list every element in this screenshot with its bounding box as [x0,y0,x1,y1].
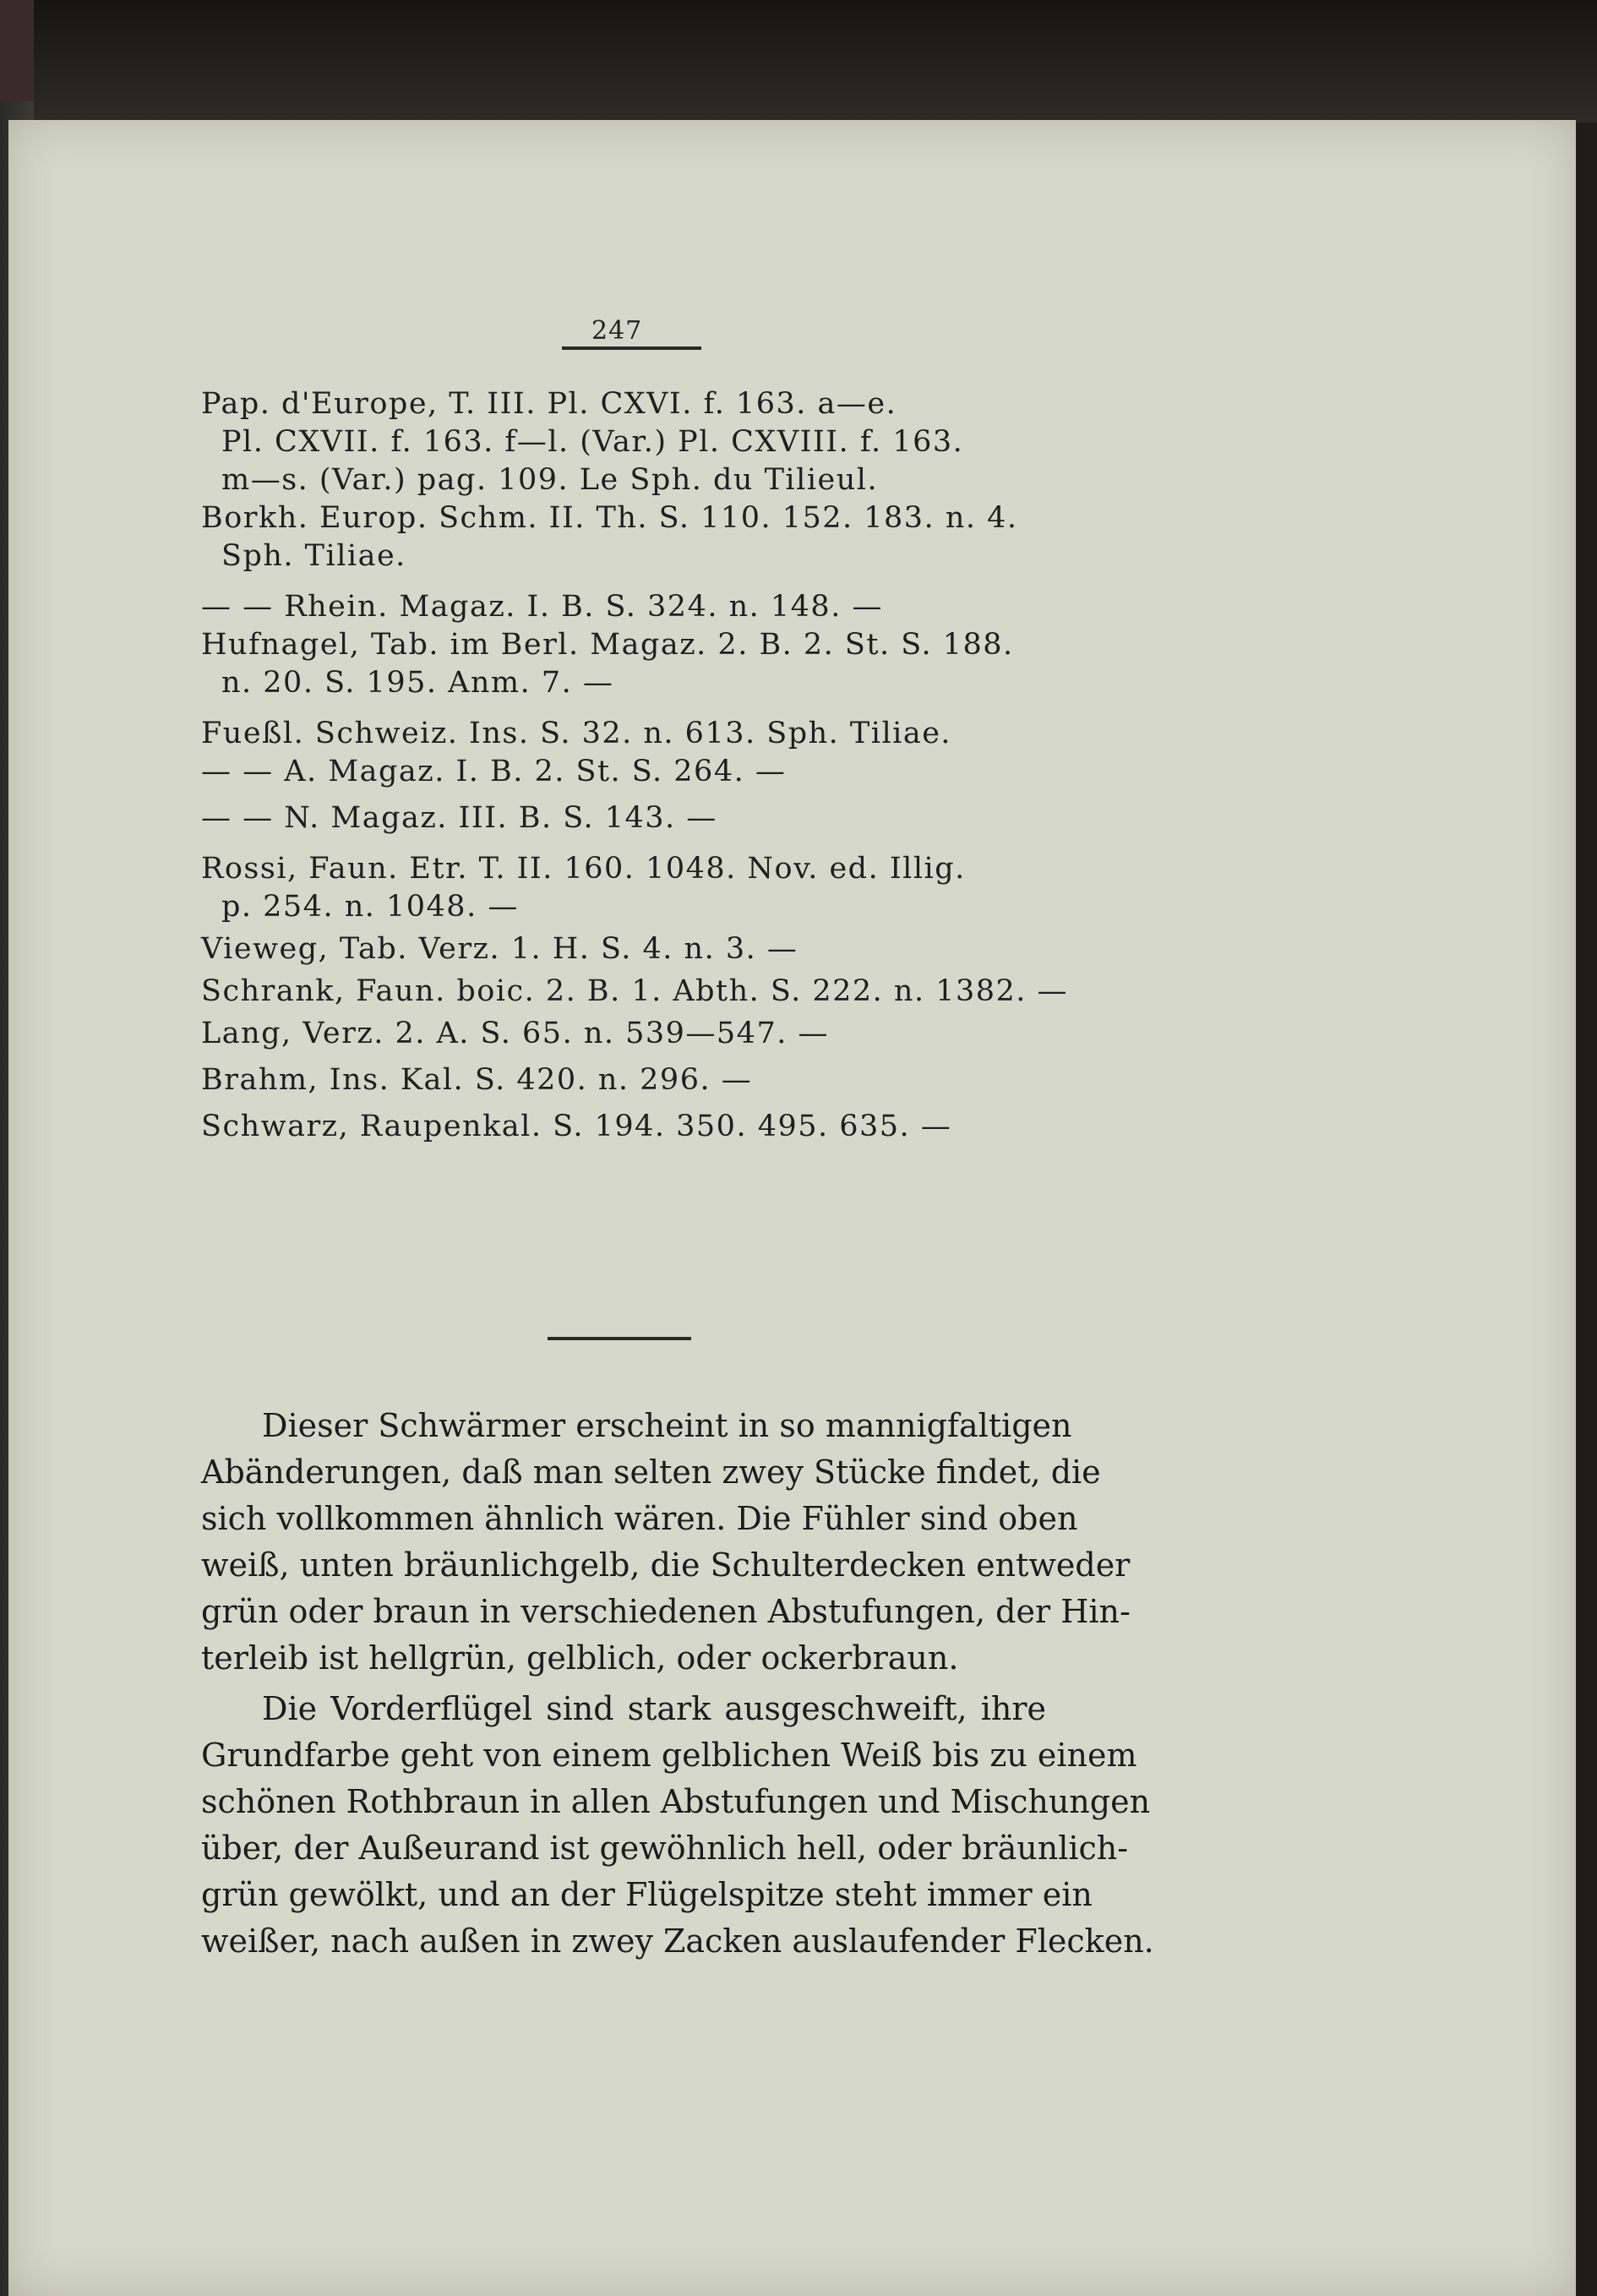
reference-line: Rossi, Faun. Etr. T. II. 160. 1048. Nov. ed. Illig. [201,852,966,886]
body-line: Dieser Schwärmer erscheint in so mannigfaltigen [262,1407,1072,1444]
scan-top-edge [0,0,1597,123]
reference-line: — — N. Magaz. III. B. S. 143. — [201,801,717,835]
reference-line: Pap. d'Europe, T. III. Pl. CXVI. f. 163. a—e. [201,387,897,421]
reference-line: Brahm, Ins. Kal. S. 420. n. 296. — [201,1063,753,1097]
reference-line: Sph. Tiliae. [221,539,406,573]
reference-line: Lang, Verz. 2. A. S. 65. n. 539—547. — [201,1017,829,1050]
book-page [8,120,1576,2296]
reference-line: — — A. Magaz. I. B. 2. St. S. 264. — [201,755,787,788]
body-line: schönen Rothbraun in allen Abstufungen und Mischungen [201,1783,1151,1820]
reference-line: Vieweg, Tab. Verz. 1. H. S. 4. n. 3. — [201,932,798,966]
reference-line: Pl. CXVII. f. 163. f—l. (Var.) Pl. CXVIII. f. 163. [221,425,964,459]
body-line: Abänderungen, daß man selten zwey Stücke findet, die [201,1453,1101,1491]
reference-line: Borkh. Europ. Schm. II. Th. S. 110. 152. 183. n. 4. [201,501,1018,535]
body-line: weißer, nach außen in zwey Zacken auslaufender Flecken. [201,1922,1154,1960]
reference-line: Fueßl. Schweiz. Ins. S. 32. n. 613. Sph. Tiliae. [201,717,952,750]
reference-line: n. 20. S. 195. Anm. 7. — [221,666,614,700]
page-number-rule [562,346,701,350]
reference-line: Schwarz, Raupenkal. S. 194. 350. 495. 635. — [201,1110,952,1143]
section-divider [548,1337,691,1340]
body-line: Grundfarbe geht von einem gelblichen Weiß bis zu einem [201,1737,1137,1774]
body-line: grün oder braun in verschiedenen Abstufungen, der Hin- [201,1593,1131,1630]
reference-line: m—s. (Var.) pag. 109. Le Sph. du Tilieul. [221,463,879,497]
body-line: weiß, unten bräunlichgelb, die Schulterdecken entweder [201,1546,1131,1584]
body-line: sich vollkommen ähnlich wären. Die Fühler sind oben [201,1500,1078,1537]
body-line: terleib ist hellgrün, gelblich, oder ockerbraun. [201,1639,959,1677]
reference-line: Hufnagel, Tab. im Berl. Magaz. 2. B. 2. St. S. 188. [201,628,1014,662]
book-cover-corner [0,0,34,101]
body-line: über, der Außeurand ist gewöhnlich hell, oder bräunlich- [201,1830,1129,1867]
reference-line: Schrank, Faun. boic. 2. B. 1. Abth. S. 222. n. 1382. — [201,974,1069,1008]
reference-line: p. 254. n. 1048. — [221,890,519,924]
body-line: Die Vorderflügel sind stark ausgeschweift, ihre [262,1690,1046,1727]
body-line: grün gewölkt, und an der Flügelspitze steht immer ein [201,1876,1093,1913]
reference-line: — — Rhein. Magaz. I. B. S. 324. n. 148. — [201,590,883,624]
page-number: 247 [591,316,643,346]
